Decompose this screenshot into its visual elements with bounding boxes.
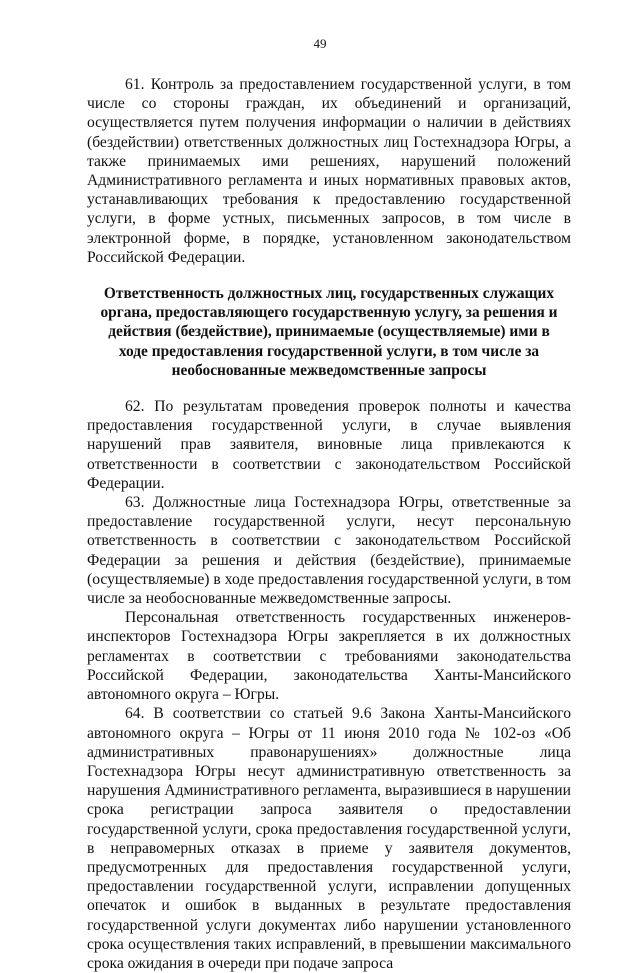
page-number: 49	[313, 36, 327, 51]
paragraph-61: 61. Контроль за предоставлением государственной услуги, в том числе со стороны граждан, их объединений и организаций, осуществляется путем получения информации о наличии в действиях (бездействии) ответственных должностных лиц Гостехнадзора Югры, а также принимаемых ими решениях, нарушений положений Административного регламента и иных нормативных правовых актов, устанавливающих требования к предоставлению государственной услуги, в форме устных, письменных запросов, в том числе в электронной форме, в порядке, установленном законодательством Российской Федерации.	[87, 76, 571, 266]
document-body	[87, 75, 571, 973]
paragraph-63-continuation: Персональная ответственность государственных инженеров-инспекторов Гостехнадзора Югры закрепляется в их должностных регламентах в соответствии с требованиями законодательства Российской Федерации, законодательства Ханты-Мансийского автономного округа – Югры.	[87, 609, 571, 704]
paragraph-64: 64. В соответствии со статьей 9.6 Закона Ханты-Мансийского автономного округа – Югры от 11 июня 2010 года № 102-оз «Об административных правонарушениях» должностные лица Гостехнадзора Югры несут административную ответственность за нарушения Административного регламента, выразившиеся в нарушении срока регистрации запроса заявителя о предоставлении государственной услуги, срока предоставления государственной услуги, в неправомерных отказах в приеме у заявителя документов, предусмотренных для предоставления государственной услуги, предоставлении государственной услуги, исправлении допущенных опечаток и ошибок в выданных в результате предоставления государственной услуги документах либо нарушении установленного срока осуществления таких исправлений, в превышении максимального срока ожидания в очереди при подаче запроса	[87, 705, 571, 972]
paragraph-63: 63. Должностные лица Гостехнадзора Югры, ответственные за предоставление государственной услуги, несут персональную ответственность в соответствии с законодательством Российской Федерации за решения и действия (бездействие), принимаемые (осуществляемые) в ходе предоставления государственной услуги, в том числе за необоснованные межведомственные запросы.	[87, 494, 571, 608]
paragraph-62: 62. По результатам проведения проверок полноты и качества предоставления государственной услуги, в случае выявления нарушений прав заявителя, виновные лица привлекаются к ответственности в соответствии с законодательством Российской Федерации.	[87, 398, 571, 492]
section-heading: Ответственность должностных лиц, государственных служащих органа, предоставляющего государственную услугу, за решения и действия (бездействие), принимаемые (осуществляемые) ими в ходе предоставления государственной услуги, в том числе за необоснованные межведомственные запросы	[100, 285, 558, 379]
